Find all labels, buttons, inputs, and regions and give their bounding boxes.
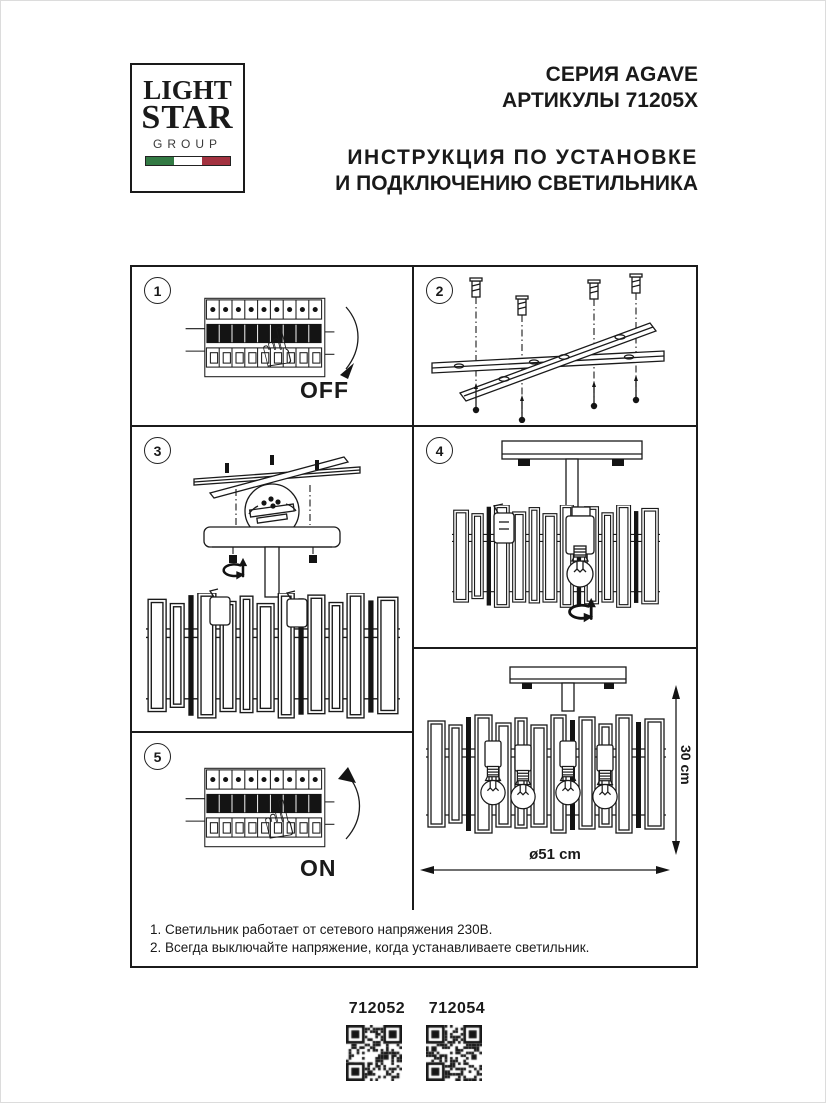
instruction-title-line1: ИНСТРУКЦИЯ ПО УСТАНОВКЕ (347, 146, 698, 169)
on-label: ON (300, 855, 337, 881)
canopy-assembly-diagram (132, 427, 412, 729)
diameter-dimension-label: ø51 cm (529, 846, 581, 863)
dimensions-panel (414, 649, 696, 910)
document-header (335, 62, 698, 197)
height-dimension-label: 30 cm (678, 745, 694, 785)
step-panel-1 (132, 267, 412, 427)
bulb-icon (593, 770, 617, 808)
series-title: СЕРИЯ AGAVE (545, 63, 698, 86)
grid-left-column (132, 267, 414, 910)
grid-right-column (414, 267, 696, 910)
step-panel-2 (414, 267, 696, 427)
note-line: 1. Светильник работает от сетевого напряжения 230В. (150, 922, 493, 937)
note-line: 2. Всегда выключайте напряжение, когда устанавливаете светильник. (150, 939, 590, 955)
fixture-dimensions-diagram (414, 649, 696, 906)
article-code: 712052 (348, 1000, 406, 1017)
qr-code (346, 1025, 402, 1081)
step-number-badge: 5 (144, 743, 171, 770)
step-number-badge: 3 (144, 437, 171, 464)
instruction-title-line2: И ПОДКЛЮЧЕНИЮ СВЕТИЛЬНИКА (335, 172, 698, 195)
step-panel-4 (414, 427, 696, 649)
step-number-badge: 2 (426, 277, 453, 304)
instruction-grid (130, 265, 698, 968)
qr-code (426, 1025, 482, 1081)
step-number-badge: 1 (144, 277, 171, 304)
article-code-block (426, 1000, 488, 1081)
off-label: OFF (300, 377, 349, 403)
pointing-hand-icon: ☝ (255, 788, 301, 854)
article-code: 712054 (428, 1000, 486, 1017)
bulb-installation-diagram (414, 427, 696, 645)
logo-word-star: STAR (141, 99, 234, 136)
dowel-icon (470, 274, 642, 315)
mounting-bracket-diagram (414, 267, 696, 423)
italian-flag-icon (145, 156, 231, 166)
logo-word-group: GROUP (152, 137, 222, 151)
lightstar-logo (130, 63, 245, 193)
articles-title: АРТИКУЛЫ 71205X (502, 89, 698, 112)
safety-notes (132, 910, 696, 966)
step-number-badge: 4 (426, 437, 453, 464)
step-panel-3 (132, 427, 412, 733)
pointing-hand-icon: ☝ (253, 316, 299, 382)
article-codes-footer (346, 1000, 488, 1081)
article-code-block (346, 1000, 408, 1081)
logo-word-light: LIGHT (143, 75, 232, 105)
step-panel-5 (132, 733, 412, 910)
